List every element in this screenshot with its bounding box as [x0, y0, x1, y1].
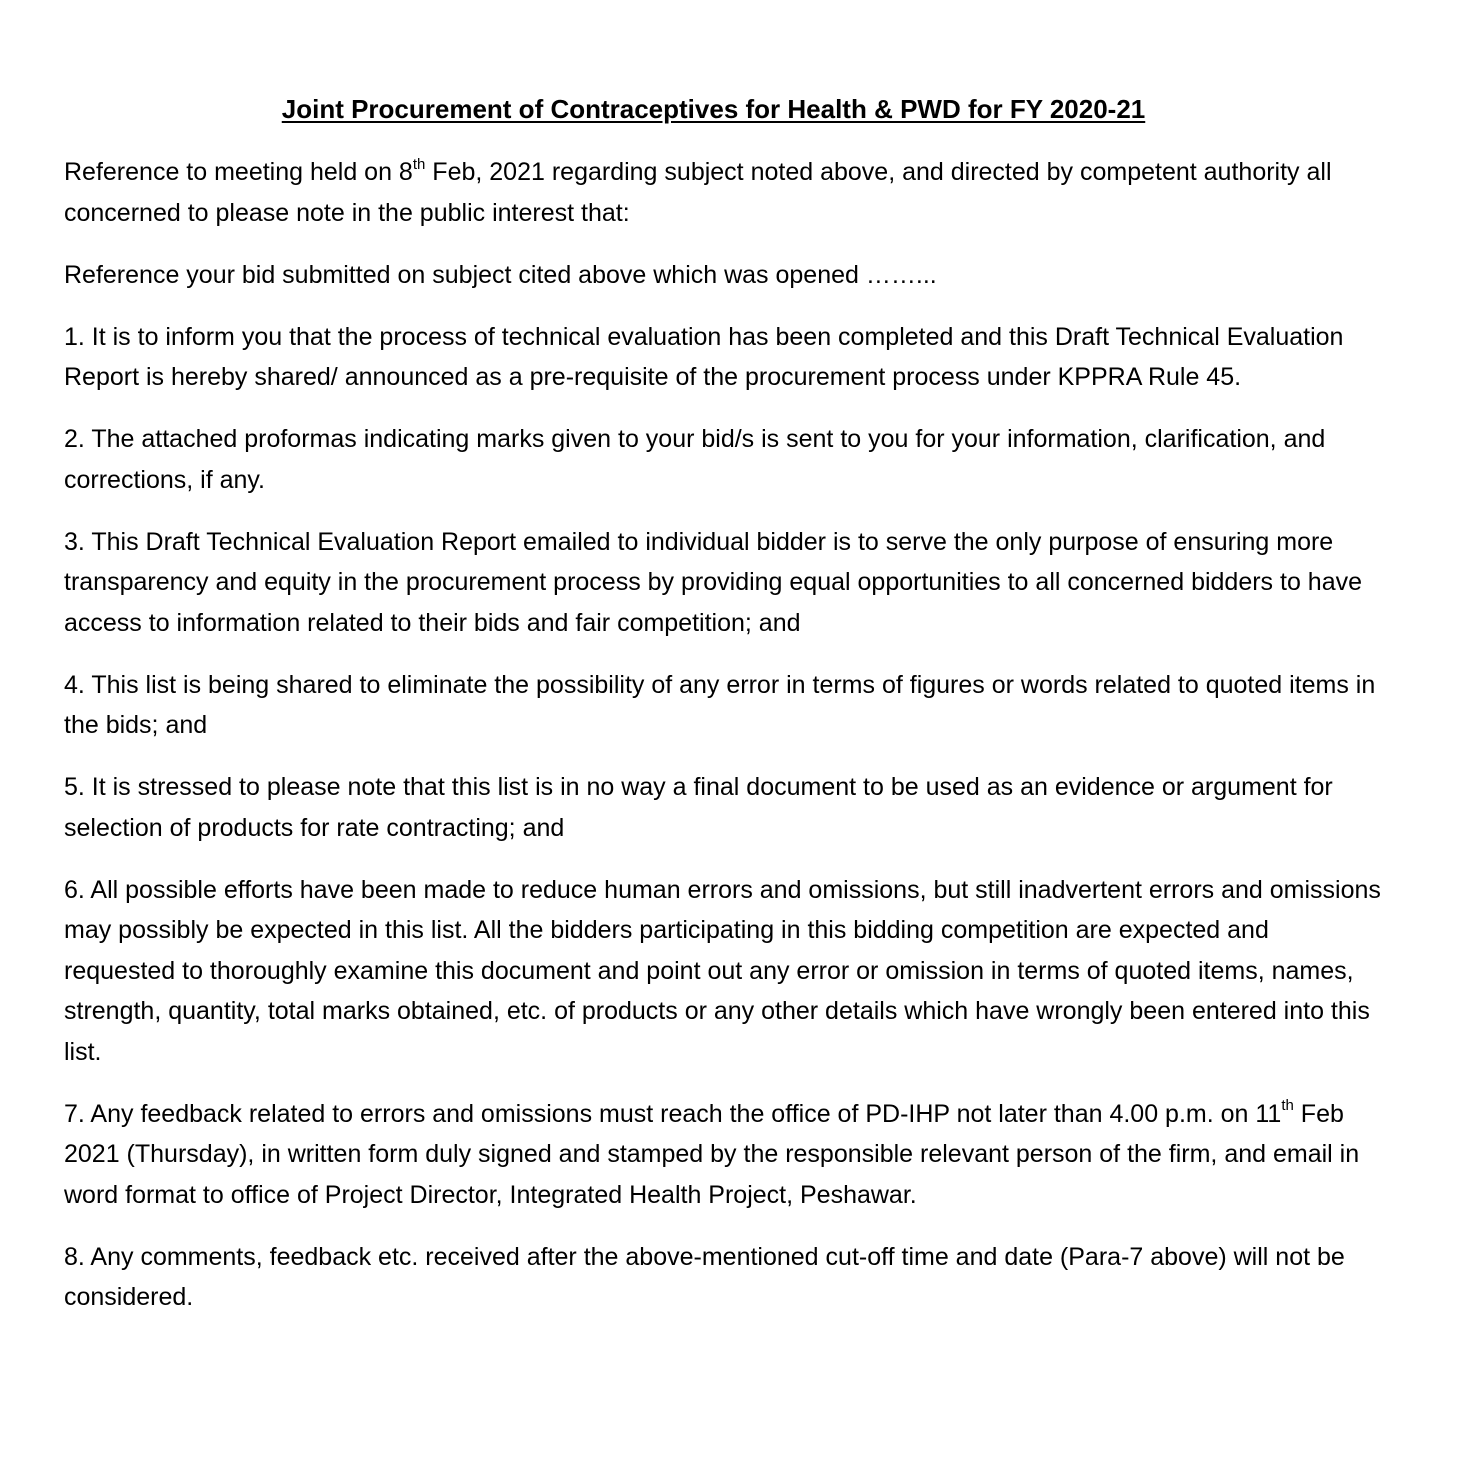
item-5-paragraph: 5. It is stressed to please note that this list is in no way a final document to be used as an evidence or argument for selection of products for rate contracting; and — [64, 773, 1333, 842]
item-4-paragraph: 4. This list is being shared to eliminate the possibility of any error in terms of figures or words related to quoted items in the bids; and — [64, 670, 1376, 739]
intro-paragraph — [64, 152, 1384, 233]
item-7-text-end: Feb 2021 (Thursday), in written form duly signed and stamped by the responsible relevant person of the firm, and email in word format to office of Project Director, Integrated Health Project, Peshawar. — [64, 1099, 1360, 1209]
item-7-paragraph — [64, 1094, 1384, 1216]
intro-text-end: Feb, 2021 regarding subject noted above, and directed by competent authority all concerned to please note in the public interest that: — [64, 158, 1332, 227]
item-1-paragraph: 1. It is to inform you that the process of technical evaluation has been completed and this Draft Technical Evaluation Report is hereby shared/ announced as a pre-requisite of the procurement process under KPPRA Rule 45. — [64, 322, 1344, 391]
document-title: Joint Procurement of Contraceptives for Health & PWD for FY 2020-21 — [281, 94, 1146, 124]
item-6-paragraph: 6. All possible efforts have been made to reduce human errors and omissions, but still inadvertent errors and omissions may possibly be expected in this list. All the bidders participating in this bidding competition are expected and requested to thoroughly examine this document and point out any error or omission in terms of quoted items, names, strength, quantity, total marks obtained, etc. of products or any other details which have wrongly been entered into this list. — [64, 875, 1381, 1066]
item-3-paragraph: 3. This Draft Technical Evaluation Report emailed to individual bidder is to serve the only purpose of ensuring more transparency and equity in the procurement process by providing equal opportunities to all concerned bidders to have access to information related to their bids and fair competition; and — [64, 527, 1363, 637]
item-7-text-start: 7. Any feedback related to errors and omissions must reach the office of PD-IHP not later than 4.00 p.m. on 11 — [64, 1099, 1282, 1128]
item-2-paragraph: 2. The attached proformas indicating marks given to your bid/s is sent to you for your information, clarification, and corrections, if any. — [64, 425, 1326, 494]
document-body — [64, 152, 1384, 1339]
item-7-ordinal-suffix: th — [1281, 1097, 1294, 1115]
intro-ordinal-suffix: th — [412, 155, 426, 173]
intro-text-start: Reference to meeting held on 8 — [64, 158, 413, 186]
item-8-paragraph: 8. Any comments, feedback etc. received after the above-mentioned cut-off time and date (Para-7 above) will not be considered. — [64, 1242, 1345, 1311]
reference-paragraph: Reference your bid submitted on subject cited above which was opened ……... — [64, 260, 937, 289]
